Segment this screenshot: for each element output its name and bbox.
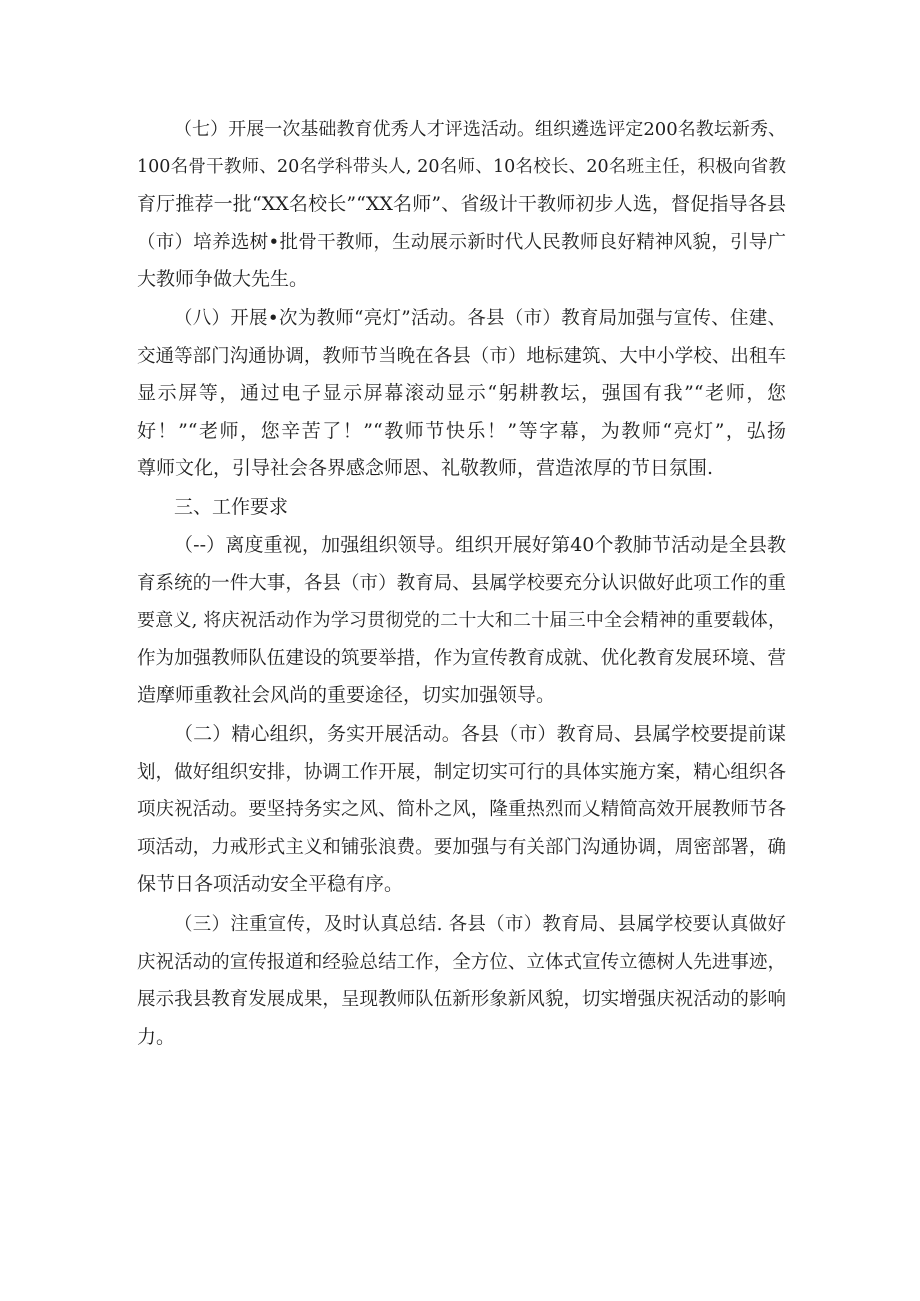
section-heading-text: 三、工作要求 — [174, 496, 289, 518]
text-line: 展示我县教育发展成果，呈现教师队伍新形象新风貌，切实增强庆祝活动的影响 — [137, 989, 786, 1010]
text-line: 交通等部门沟通协调，教师节当晚在各县（市）地标建筑、大中小学校、出租车 — [137, 345, 786, 367]
text-line: 庆祝活动的宣传报道和经验总结工作，全方位、立体式宣传立德树人先进事迹， — [137, 951, 786, 973]
text-line: 力。 — [137, 1025, 176, 1048]
text-line: 育厅推荐一批“XX名校长”“XX名师”、省级计干教师初步人选，督促指导各县 — [137, 193, 786, 215]
requirement-paragraph-3 — [137, 906, 786, 1056]
text-line: 大教师争做大先生。 — [137, 268, 309, 290]
text-line: （--）离度重视，加强组织领导。组织开展好第40个教肺节活动是全县教 — [174, 534, 786, 556]
text-line: 要意义, 将庆祝活动作为学习贯彻党的二十大和二十届三中全会精神的重要载体， — [137, 610, 786, 631]
text-line: 100名骨干教师、20名学科带头人, 20名师、10名校长、20名班主任，积极向省教 — [137, 156, 786, 177]
requirement-paragraph-2 — [137, 716, 786, 904]
text-line: 显示屏等，通过电子显示屏幕滚动显示“躬耕教坛，强国有我”“老师，您 — [137, 382, 786, 404]
section-heading — [137, 489, 786, 527]
text-line: 项活动，力戒形式主义和铺张浪费。要加强与有关部门沟通协调，周密部署，确 — [137, 836, 786, 858]
text-line: （市）培养选树•批骨干教师，生动展示新时代人民教师良好精神风貌，引导广 — [137, 231, 786, 253]
text-line: 保节日各项活动安全平稳有序。 — [137, 873, 404, 895]
text-line: 造摩师重教社会风尚的重要途径，切实加强领导。 — [137, 684, 556, 706]
text-line: （二）精心组织，务实开展活动。各县（市）教育局、县属学校要提前谋 — [174, 723, 786, 745]
text-line: （八）开展•次为教师“亮灯”活动。各县（市）教育局加强与宣传、住建、 — [174, 308, 786, 329]
text-line: 作为加强教师队伍建设的筑要举措，作为宣传教育成就、优化教育发展环境、营 — [137, 647, 786, 669]
text-line: 项庆祝活动。要坚持务实之风、简朴之风，隆重热烈而乂精简高效开展教师节各 — [137, 799, 786, 820]
text-line: （三）注重宣传，及时认真总结. 各县（市）教育局、县属学校要认真做好 — [174, 914, 786, 935]
text-line: 育系统的一件大事，各县（市）教育局、县属学校要充分认识做好此项工作的重 — [137, 572, 786, 594]
text-line: 划，做好组织安排，协调工作开展，制定切实可行的具体实施方案，精心组织各 — [137, 761, 786, 783]
requirement-paragraph-1 — [137, 527, 786, 715]
text-line: 尊师文化，引导社会各界感念师恩、礼敬教师，营造浓厚的节日氛围. — [137, 457, 714, 479]
text-line: 好！”“老师，您辛苦了！”“教师节快乐！”等字幕，为教师“亮灯”，弘扬 — [137, 419, 786, 442]
paragraph-item-7 — [137, 111, 786, 299]
paragraph-item-8 — [137, 300, 786, 488]
text-line: （七）开展一次基础教育优秀人才评选活动。组织遴选评定200名教坛新秀、 — [174, 119, 786, 140]
